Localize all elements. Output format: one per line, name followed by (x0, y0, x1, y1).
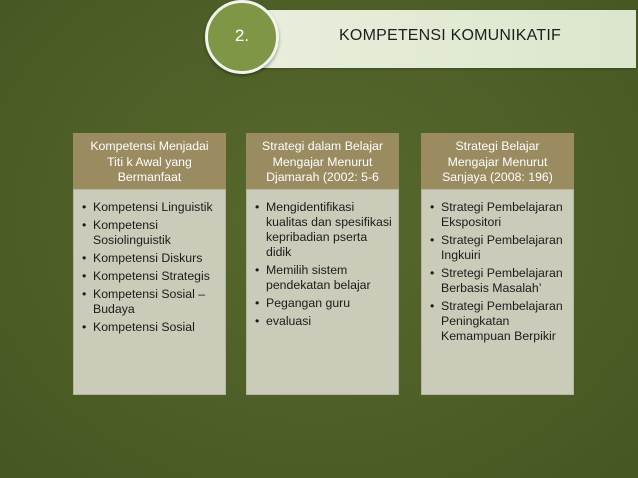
slide-number: 2. (234, 26, 250, 45)
slide-title: KOMPETENSI KOMUNIKATIF (339, 27, 561, 44)
list-item: • Memilih sistem pendekatan belajar (255, 263, 394, 293)
column-header: Strategi dalam Belajar Mengajar Menurut Djamarah (2002: 5-6 (246, 133, 399, 189)
column-djamarah (246, 133, 399, 395)
column-sanjaya (421, 133, 574, 395)
list-item: • Kompetensi Sosial – Budaya (82, 287, 221, 317)
list-item: • Strategi Pembelajaran Peningkatan Kemampuan Berpikir (430, 299, 569, 344)
column-body (246, 189, 399, 395)
bullet-list (255, 200, 394, 329)
list-item: • Kompetensi Sosial (82, 320, 221, 335)
list-item: • evaluasi (255, 314, 394, 329)
list-item: • Kompetensi Strategis (82, 269, 221, 284)
list-item: • Pegangan guru (255, 296, 394, 311)
bullet-list (82, 200, 221, 335)
column-header: Kompetensi Menjadai Titi k Awal yang Bermanfaat (73, 133, 226, 189)
list-item: • Stretegi Pembelajaran Berbasis Masalah’ (430, 266, 569, 296)
list-item: • Strategi Pembelajaran Ingkuiri (430, 233, 569, 263)
list-item: • Kompetensi Linguistik (82, 200, 221, 215)
column-kompetensi (73, 133, 226, 395)
list-item: • Kompetensi Sosiolinguistik (82, 218, 221, 248)
list-item: • Kompetensi Diskurs (82, 251, 221, 266)
column-header: Strategi Belajar Mengajar Menurut Sanjaya (2008: 196) (421, 133, 574, 189)
list-item: • Strategi Pembelajaran Ekspositori (430, 200, 569, 230)
column-body (73, 189, 226, 395)
column-body (421, 189, 574, 395)
bullet-list (430, 200, 569, 344)
list-item: • Mengidentifikasi kualitas dan spesifikasi kepribadian pserta didik (255, 200, 394, 260)
